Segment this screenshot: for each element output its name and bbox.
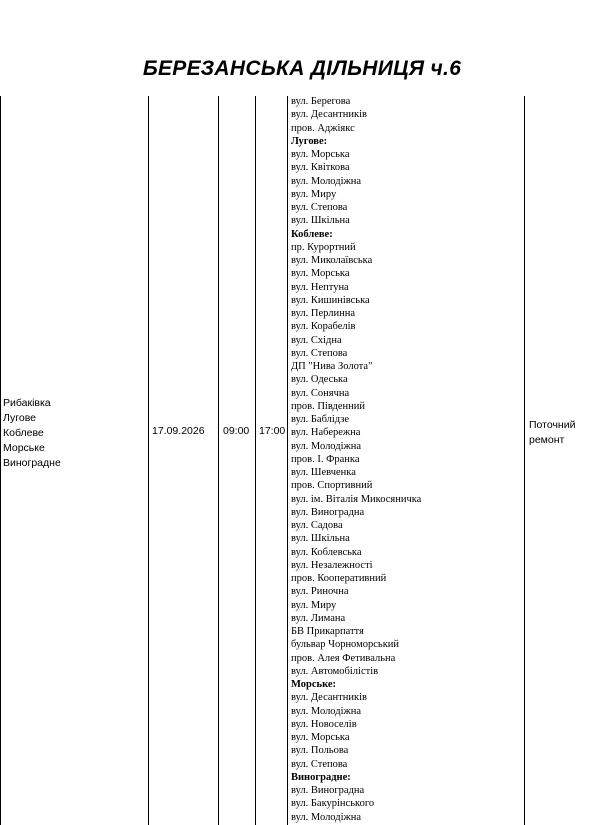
street-item: вул. Степова [291, 758, 348, 770]
reason-line: ремонт [529, 434, 565, 446]
settlement-item: Морське [3, 442, 45, 454]
settlement-item: Лугове [3, 412, 36, 424]
street-item: вул. Бакурінського [291, 798, 375, 810]
street-item: вул. Степова [291, 202, 348, 213]
street-item: вул. Виноградна [291, 506, 365, 518]
street-item: вул. Корабелів [291, 321, 356, 333]
settlement-item: Рибаківка [3, 397, 51, 409]
street-item: БВ Прикарпаття [291, 626, 364, 637]
settlement-item: Коблеве [3, 427, 44, 439]
street-item: вул. Миру [291, 599, 337, 611]
street-item: вул. ім. Віталія Микосяничка [291, 493, 422, 505]
street-item: вул. Степова [291, 347, 348, 359]
reason-line: Поточний [529, 419, 576, 431]
street-item: вул. Квіткова [291, 162, 350, 174]
settlement-heading: Коблеве: [291, 228, 333, 240]
street-item: вул. Миколаївська [291, 255, 373, 266]
street-item: вул. Польова [291, 745, 349, 757]
street-item: бульвар Чорноморський [291, 639, 400, 651]
street-item: вул. Незалежності [291, 559, 373, 571]
street-item: вул. Садова [291, 520, 343, 531]
street-item: пр. Курортний [291, 241, 356, 253]
street-item: вул. Морська [291, 149, 350, 160]
table-border-3 [255, 96, 256, 825]
street-item: вул. Молодіжна [291, 811, 362, 823]
street-item: вул. Виноградна [291, 785, 365, 796]
street-item: пров. Кооперативний [291, 573, 387, 584]
streets-cell [291, 95, 521, 824]
street-item: вул. Риночна [291, 586, 349, 598]
street-item: пров. І. Франка [291, 453, 360, 465]
street-item: пров. Алея Фетивальна [291, 652, 396, 664]
settlement-heading: Морське: [291, 679, 337, 690]
street-item: вул. Шкільна [291, 533, 350, 545]
street-item: вул. Молодіжна [291, 440, 362, 452]
street-item: вул. Молодіжна [291, 705, 362, 717]
time-start-cell: 09:00 [223, 425, 250, 437]
street-item: вул. Лимана [291, 612, 346, 624]
street-item: ДП "Нива Золота" [291, 361, 373, 372]
street-item: вул. Автомобілістів [291, 665, 379, 677]
street-item: вул. Молодіжна [291, 175, 362, 187]
street-item: вул. Шкільна [291, 215, 350, 227]
street-item: пров. Південний [291, 400, 366, 412]
table-border-2 [218, 96, 219, 825]
street-item: вул. Набережна [291, 427, 361, 439]
date-cell: 17.09.2026 [152, 425, 205, 437]
table-border-5 [524, 96, 525, 825]
street-item: вул. Баблідзе [291, 414, 350, 425]
street-item: вул. Перлинна [291, 308, 355, 319]
time-end-cell: 17:00 [259, 425, 286, 437]
street-item: вул. Морська [291, 732, 350, 743]
street-item: вул. Нептуна [291, 281, 349, 293]
street-item: вул. Коблевська [291, 546, 362, 558]
street-item: пров. Аджіякс [291, 122, 355, 134]
street-item: вул. Східна [291, 334, 342, 346]
street-item: вул. Десантників [291, 692, 367, 704]
page-title: БЕРЕЗАНСЬКА ДІЛЬНИЦЯ ч.6 [142, 57, 462, 80]
street-item: вул. Берегова [291, 96, 351, 107]
table-border-1 [148, 96, 149, 825]
table-border-4 [287, 96, 288, 825]
settlement-item: Виноградне [3, 457, 61, 469]
street-item: вул. Миру [291, 188, 337, 200]
street-item: вул. Морська [291, 268, 350, 280]
street-item: вул. Шевченка [291, 467, 356, 478]
street-item: пров. Спортивний [291, 480, 373, 492]
settlements-cell [3, 396, 143, 471]
table-border-left [0, 96, 1, 825]
street-item: вул. Кишинівська [291, 294, 370, 306]
street-item: вул. Новоселів [291, 718, 357, 730]
settlement-heading: Лугове: [291, 135, 328, 147]
street-item: вул. Одеська [291, 374, 348, 386]
reason-cell [529, 418, 599, 448]
street-item: вул. Десантників [291, 109, 367, 121]
street-item: вул. Сонячна [291, 387, 350, 399]
settlement-heading: Виноградне: [291, 771, 351, 783]
